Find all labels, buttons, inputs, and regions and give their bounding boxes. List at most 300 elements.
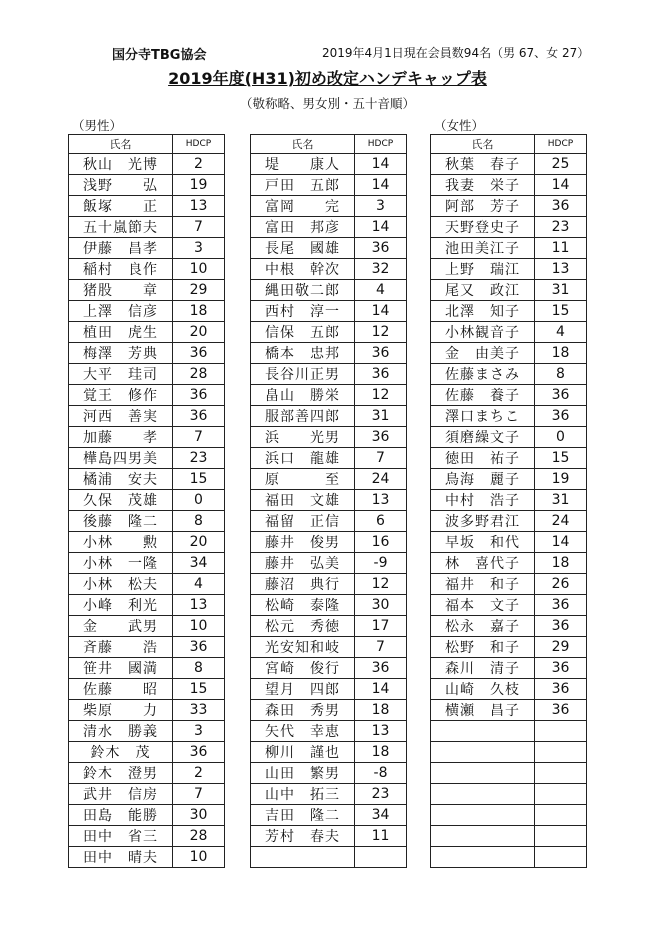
member-name: 森田 秀男 <box>251 700 355 721</box>
handicap-value: 18 <box>535 343 587 364</box>
handicap-value: 4 <box>355 280 407 301</box>
table-row <box>251 616 407 637</box>
handicap-value: 36 <box>535 679 587 700</box>
table-row <box>431 301 587 322</box>
handicap-value: 14 <box>355 301 407 322</box>
handicap-value: 36 <box>173 385 225 406</box>
handicap-value: 8 <box>173 658 225 679</box>
table-row <box>431 343 587 364</box>
member-name: 柳川 謹也 <box>251 742 355 763</box>
handicap-value: 10 <box>173 847 225 868</box>
table-row <box>69 364 225 385</box>
table-row <box>69 595 225 616</box>
table-row <box>69 532 225 553</box>
table-row <box>251 742 407 763</box>
table-row <box>69 217 225 238</box>
handicap-value: 28 <box>173 826 225 847</box>
member-name: 吉田 隆二 <box>251 805 355 826</box>
handicap-value: 7 <box>355 448 407 469</box>
table-row <box>69 154 225 175</box>
member-name: 覚王 修作 <box>69 385 173 406</box>
member-name <box>431 847 535 868</box>
handicap-value: 23 <box>355 784 407 805</box>
table-row <box>431 490 587 511</box>
handicap-value: 12 <box>355 574 407 595</box>
handicap-value: 24 <box>535 511 587 532</box>
table-row <box>69 511 225 532</box>
handicap-value <box>535 721 587 742</box>
handicap-value: 0 <box>535 427 587 448</box>
member-name: 須磨繰文子 <box>431 427 535 448</box>
table-row <box>431 721 587 742</box>
page-subtitle: （敬称略、男女別・五十音順） <box>239 96 415 111</box>
handicap-value: 36 <box>535 616 587 637</box>
handicap-value: 3 <box>173 721 225 742</box>
member-name: 福本 文子 <box>431 595 535 616</box>
member-name: 金 由美子 <box>431 343 535 364</box>
member-name <box>431 763 535 784</box>
member-name: 小林観音子 <box>431 322 535 343</box>
table-row <box>69 238 225 259</box>
handicap-value: 15 <box>173 679 225 700</box>
handicap-value: 31 <box>535 280 587 301</box>
handicap-value: 36 <box>535 385 587 406</box>
handicap-value: 4 <box>535 322 587 343</box>
women-table <box>430 134 587 868</box>
handicap-value: 13 <box>535 259 587 280</box>
handicap-value: 7 <box>355 637 407 658</box>
member-name <box>431 784 535 805</box>
table-row <box>69 343 225 364</box>
member-name: 我妻 栄子 <box>431 175 535 196</box>
member-name: 橘浦 安夫 <box>69 469 173 490</box>
table-row <box>251 364 407 385</box>
handicap-value: 3 <box>355 196 407 217</box>
table-row <box>431 175 587 196</box>
handicap-value: 13 <box>173 595 225 616</box>
member-name: 尾又 政江 <box>431 280 535 301</box>
member-name: 佐藤 昭 <box>69 679 173 700</box>
member-name: 浜口 龍雄 <box>251 448 355 469</box>
table-row <box>69 847 225 868</box>
table-row <box>431 742 587 763</box>
table-row <box>431 154 587 175</box>
table-row <box>431 532 587 553</box>
table-row <box>431 238 587 259</box>
men-table-1 <box>68 134 225 868</box>
member-name: 森川 清子 <box>431 658 535 679</box>
member-name: 福井 和子 <box>431 574 535 595</box>
member-name: 池田美江子 <box>431 238 535 259</box>
handicap-value: 31 <box>355 406 407 427</box>
member-name: 原 至 <box>251 469 355 490</box>
handicap-value: 31 <box>535 490 587 511</box>
member-name <box>431 826 535 847</box>
table-row <box>431 595 587 616</box>
handicap-value <box>535 742 587 763</box>
handicap-value: 12 <box>355 385 407 406</box>
handicap-value: 12 <box>355 322 407 343</box>
member-name: 松元 秀徳 <box>251 616 355 637</box>
table-row <box>69 805 225 826</box>
member-name: 西村 淳一 <box>251 301 355 322</box>
member-name: 後藤 隆二 <box>69 511 173 532</box>
table-row <box>69 175 225 196</box>
handicap-value <box>355 847 407 868</box>
member-name: 田島 能勝 <box>69 805 173 826</box>
handicap-value: 30 <box>173 805 225 826</box>
handicap-value: 36 <box>173 742 225 763</box>
member-name: 加藤 孝 <box>69 427 173 448</box>
table-row <box>69 574 225 595</box>
table-row <box>69 469 225 490</box>
table-row <box>431 196 587 217</box>
table-row <box>69 826 225 847</box>
handicap-value <box>535 763 587 784</box>
member-name: 藤沼 典行 <box>251 574 355 595</box>
table-row <box>69 616 225 637</box>
member-name: 梅澤 芳典 <box>69 343 173 364</box>
table-row <box>431 637 587 658</box>
member-name: 清水 勝義 <box>69 721 173 742</box>
name-column-header: 氏名 <box>431 135 535 154</box>
handicap-value: 18 <box>535 553 587 574</box>
handicap-value: 14 <box>535 175 587 196</box>
member-name: 猪股 章 <box>69 280 173 301</box>
member-name: 久保 茂雄 <box>69 490 173 511</box>
table-row <box>251 427 407 448</box>
table-row <box>251 553 407 574</box>
handicap-value: 7 <box>173 427 225 448</box>
table-row <box>251 658 407 679</box>
table-row <box>251 637 407 658</box>
table-row <box>431 805 587 826</box>
handicap-value: -9 <box>355 553 407 574</box>
table-row <box>251 532 407 553</box>
table-row <box>69 679 225 700</box>
member-name: 堤 康人 <box>251 154 355 175</box>
member-name: 小林 松夫 <box>69 574 173 595</box>
member-name: 松崎 泰隆 <box>251 595 355 616</box>
handicap-value: 15 <box>535 301 587 322</box>
handicap-value: 20 <box>173 532 225 553</box>
table-row <box>251 385 407 406</box>
handicap-value: 34 <box>355 805 407 826</box>
member-name <box>431 805 535 826</box>
member-name: 藤井 弘美 <box>251 553 355 574</box>
table-row <box>251 805 407 826</box>
table-row <box>431 553 587 574</box>
member-name: 上澤 信彦 <box>69 301 173 322</box>
handicap-value: 36 <box>355 427 407 448</box>
table-row <box>251 238 407 259</box>
table-row <box>69 406 225 427</box>
table-row <box>431 448 587 469</box>
table-row <box>431 364 587 385</box>
table-row <box>431 469 587 490</box>
table-row <box>251 826 407 847</box>
table-row <box>251 511 407 532</box>
table-row <box>69 784 225 805</box>
table-row <box>69 448 225 469</box>
handicap-value: 10 <box>173 616 225 637</box>
table-row <box>251 301 407 322</box>
handicap-value: 19 <box>535 469 587 490</box>
table-row <box>251 196 407 217</box>
handicap-value: 18 <box>355 742 407 763</box>
table-row <box>431 826 587 847</box>
handicap-value: 36 <box>173 637 225 658</box>
table-row <box>431 322 587 343</box>
handicap-value: 36 <box>535 700 587 721</box>
member-name: 服部善四郎 <box>251 406 355 427</box>
handicap-value: 36 <box>535 658 587 679</box>
handicap-value: 34 <box>173 553 225 574</box>
handicap-value: 13 <box>173 196 225 217</box>
handicap-value: 8 <box>535 364 587 385</box>
table-row <box>431 427 587 448</box>
handicap-value: 14 <box>355 679 407 700</box>
handicap-value: 36 <box>535 406 587 427</box>
table-row <box>69 490 225 511</box>
handicap-value: 36 <box>355 238 407 259</box>
member-name: 大平 珪司 <box>69 364 173 385</box>
member-name: 光安知和岐 <box>251 637 355 658</box>
table-row <box>251 154 407 175</box>
hdcp-column-header: HDCP <box>535 135 587 154</box>
handicap-value: 7 <box>173 784 225 805</box>
organization-name: 国分寺TBG協会 <box>112 48 207 63</box>
member-name: 徳田 祐子 <box>431 448 535 469</box>
member-name: 小林 一隆 <box>69 553 173 574</box>
member-name: 柴原 力 <box>69 700 173 721</box>
handicap-value: 19 <box>173 175 225 196</box>
member-name: 北澤 知子 <box>431 301 535 322</box>
handicap-value: 36 <box>173 406 225 427</box>
table-row <box>431 784 587 805</box>
name-column-header: 氏名 <box>251 135 355 154</box>
handicap-value: 6 <box>355 511 407 532</box>
member-name <box>431 721 535 742</box>
member-name: 小林 勲 <box>69 532 173 553</box>
handicap-value: 14 <box>355 154 407 175</box>
table-row <box>251 259 407 280</box>
member-name: 上野 瑞江 <box>431 259 535 280</box>
table-row <box>69 280 225 301</box>
handicap-value: 3 <box>173 238 225 259</box>
member-name: 田中 省三 <box>69 826 173 847</box>
handicap-value: 15 <box>535 448 587 469</box>
handicap-value: 30 <box>355 595 407 616</box>
table-row <box>251 280 407 301</box>
table-row <box>69 553 225 574</box>
table-row <box>251 343 407 364</box>
member-name: 佐藤まさみ <box>431 364 535 385</box>
handicap-value: 23 <box>173 448 225 469</box>
table-row <box>69 322 225 343</box>
table-row <box>251 700 407 721</box>
member-name <box>431 742 535 763</box>
table-row <box>431 259 587 280</box>
member-name: 阿部 芳子 <box>431 196 535 217</box>
handicap-value: 14 <box>355 217 407 238</box>
member-name: 橋本 忠邦 <box>251 343 355 364</box>
table-row <box>251 784 407 805</box>
handicap-value: 13 <box>355 490 407 511</box>
table-row <box>431 406 587 427</box>
member-name: 山田 繁男 <box>251 763 355 784</box>
table-row <box>69 637 225 658</box>
member-name: 澤口まちこ <box>431 406 535 427</box>
table-row <box>251 679 407 700</box>
member-name: 鳥海 麗子 <box>431 469 535 490</box>
member-name: 中根 幹次 <box>251 259 355 280</box>
handicap-value: 2 <box>173 154 225 175</box>
table-row <box>251 322 407 343</box>
member-name: 笹井 國満 <box>69 658 173 679</box>
member-name: 山崎 久枝 <box>431 679 535 700</box>
table-row <box>69 721 225 742</box>
table-row <box>431 574 587 595</box>
table-row <box>251 763 407 784</box>
table-row <box>69 700 225 721</box>
member-name <box>251 847 355 868</box>
member-name: 金 武男 <box>69 616 173 637</box>
member-name: 芳村 春夫 <box>251 826 355 847</box>
handicap-value: 16 <box>355 532 407 553</box>
page-title: 2019年度(H31)初め改定ハンデキャップ表 <box>168 69 487 88</box>
table-row <box>251 595 407 616</box>
handicap-value: 2 <box>173 763 225 784</box>
member-name: 藤井 俊男 <box>251 532 355 553</box>
female-group-label: （女性） <box>434 118 485 133</box>
hdcp-column-header: HDCP <box>355 135 407 154</box>
member-name: 浅野 弘 <box>69 175 173 196</box>
table-row <box>69 385 225 406</box>
member-name: 松永 嘉子 <box>431 616 535 637</box>
table-row <box>251 490 407 511</box>
member-name: 山中 拓三 <box>251 784 355 805</box>
member-name: 福留 正信 <box>251 511 355 532</box>
member-name: 秋山 光博 <box>69 154 173 175</box>
member-name: 植田 虎生 <box>69 322 173 343</box>
member-name: 富田 邦彦 <box>251 217 355 238</box>
handicap-value <box>535 847 587 868</box>
handicap-value: 13 <box>355 721 407 742</box>
handicap-value: 15 <box>173 469 225 490</box>
handicap-value: 11 <box>355 826 407 847</box>
member-name: 飯塚 正 <box>69 196 173 217</box>
member-name: 樺島四男美 <box>69 448 173 469</box>
member-name: 秋葉 春子 <box>431 154 535 175</box>
table-row <box>69 658 225 679</box>
table-row <box>431 847 587 868</box>
table-row <box>431 700 587 721</box>
hdcp-column-header: HDCP <box>173 135 225 154</box>
handicap-value: 11 <box>535 238 587 259</box>
handicap-value: 29 <box>535 637 587 658</box>
member-name: 福田 文雄 <box>251 490 355 511</box>
table-row <box>69 301 225 322</box>
member-name: 天野登史子 <box>431 217 535 238</box>
handicap-value: 17 <box>355 616 407 637</box>
table-row <box>69 742 225 763</box>
male-group-label: （男性） <box>72 118 123 133</box>
table-row <box>251 721 407 742</box>
handicap-value: 20 <box>173 322 225 343</box>
table-row <box>431 280 587 301</box>
handicap-value: -8 <box>355 763 407 784</box>
member-name: 宮崎 俊行 <box>251 658 355 679</box>
member-name: 望月 四郎 <box>251 679 355 700</box>
table-row <box>431 763 587 784</box>
member-name: 長谷川正男 <box>251 364 355 385</box>
handicap-value <box>535 826 587 847</box>
table-row <box>431 217 587 238</box>
table-row <box>431 385 587 406</box>
handicap-value: 28 <box>173 364 225 385</box>
member-name: 鈴木 澄男 <box>69 763 173 784</box>
handicap-value: 32 <box>355 259 407 280</box>
table-row <box>431 679 587 700</box>
member-name: 長尾 國雄 <box>251 238 355 259</box>
table-row <box>251 406 407 427</box>
table-row <box>431 658 587 679</box>
member-name: 河西 善実 <box>69 406 173 427</box>
men-table-2 <box>250 134 407 868</box>
handicap-value: 23 <box>535 217 587 238</box>
handicap-value: 14 <box>355 175 407 196</box>
handicap-value: 36 <box>535 595 587 616</box>
member-name: 波多野君江 <box>431 511 535 532</box>
table-row <box>69 259 225 280</box>
member-name: 伊藤 昌孝 <box>69 238 173 259</box>
handicap-value: 36 <box>355 343 407 364</box>
handicap-value: 26 <box>535 574 587 595</box>
member-name: 鈴木 茂 <box>69 742 173 763</box>
member-name: 早坂 和代 <box>431 532 535 553</box>
member-name: 縄田敬二郎 <box>251 280 355 301</box>
member-name: 五十嵐節夫 <box>69 217 173 238</box>
member-name: 武井 信房 <box>69 784 173 805</box>
handicap-value: 36 <box>355 658 407 679</box>
table-row <box>251 469 407 490</box>
handicap-value: 0 <box>173 490 225 511</box>
member-name: 小峰 利光 <box>69 595 173 616</box>
member-name: 浜 光男 <box>251 427 355 448</box>
membership-status: 2019年4月1日現在会員数94名（男 67、女 27） <box>322 46 590 60</box>
member-name: 佐藤 養子 <box>431 385 535 406</box>
table-row <box>251 847 407 868</box>
handicap-value <box>535 805 587 826</box>
member-name: 稲村 良作 <box>69 259 173 280</box>
handicap-value: 14 <box>535 532 587 553</box>
handicap-value: 7 <box>173 217 225 238</box>
handicap-value: 36 <box>535 196 587 217</box>
handicap-value: 36 <box>355 364 407 385</box>
handicap-value: 10 <box>173 259 225 280</box>
table-row <box>251 217 407 238</box>
member-name: 横瀬 昌子 <box>431 700 535 721</box>
handicap-value: 4 <box>173 574 225 595</box>
member-name: 中村 浩子 <box>431 490 535 511</box>
member-name: 松野 和子 <box>431 637 535 658</box>
table-row <box>251 448 407 469</box>
member-name: 斉藤 浩 <box>69 637 173 658</box>
member-name: 矢代 幸恵 <box>251 721 355 742</box>
table-row <box>431 616 587 637</box>
member-name: 田中 晴夫 <box>69 847 173 868</box>
